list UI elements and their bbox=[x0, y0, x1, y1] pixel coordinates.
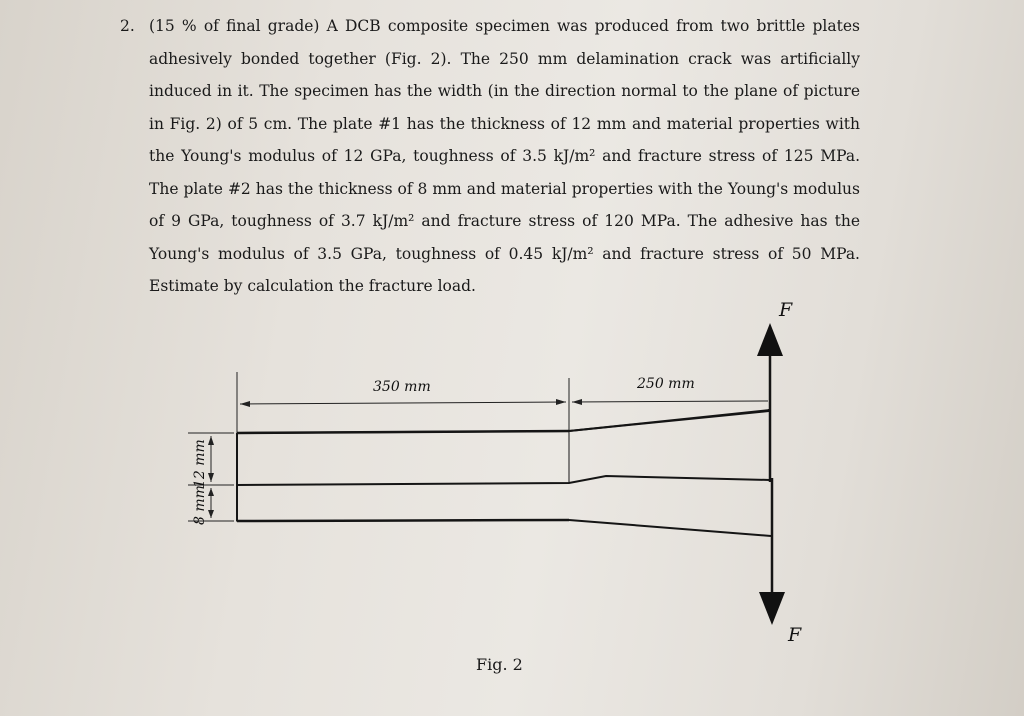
dimension-line-350 bbox=[240, 402, 566, 404]
plate-1-outline bbox=[237, 409, 770, 485]
thickness-label-12: 12 mm bbox=[192, 439, 208, 488]
figure-caption: Fig. 2 bbox=[476, 655, 523, 674]
plate-1-taper bbox=[569, 410, 770, 431]
thickness-label-8: 8 mm bbox=[192, 485, 208, 525]
arrowhead-icon bbox=[208, 510, 214, 518]
arrowhead-icon bbox=[208, 473, 214, 482]
arrowhead-icon bbox=[208, 488, 214, 496]
plate-1-top-edge bbox=[237, 431, 569, 433]
force-arrow-down-icon bbox=[759, 592, 785, 625]
arrowhead-icon bbox=[208, 436, 214, 445]
arrowhead-icon bbox=[572, 399, 582, 405]
force-label-bottom: F bbox=[788, 624, 802, 646]
plate-2-bottom-edge bbox=[237, 520, 569, 521]
problem-text: (15 % of final grade) A DCB composite specimen was produced from two brittle plates adhesively bonded together (Fig. 2). The 250 mm delamination crack was artificially induced in it. The specimen has the width (in the direction normal to the plane of picture in Fig. 2) of 5 cm. The plate #1 has the thickness of 12 mm and material properties with the Young's modulus of 12 GPa, toughness of 3.5 kJ/m² and fracture stress of 125 MPa. The plate #2 has the thickness of 8 mm and material properties with the Young's modulus of 9 GPa, toughness of 3.7 kJ/m² and fracture stress of 120 MPa. The adhesive has the Young's modulus of 3.5 GPa, toughness of 0.45 kJ/m² and fracture stress of 50 MPa. Estimate by calculation the fracture load. bbox=[149, 17, 860, 295]
plate-2-taper bbox=[569, 520, 771, 536]
arrowhead-icon bbox=[556, 399, 566, 405]
arrowhead-icon bbox=[240, 401, 250, 407]
force-arrow-up-icon bbox=[757, 323, 783, 356]
dimension-label-250: 250 mm bbox=[637, 376, 695, 392]
dimension-line-250 bbox=[572, 401, 768, 402]
problem-number: 2. bbox=[120, 17, 135, 35]
dimension-label-350: 350 mm bbox=[373, 379, 431, 395]
force-label-top: F bbox=[779, 299, 793, 321]
